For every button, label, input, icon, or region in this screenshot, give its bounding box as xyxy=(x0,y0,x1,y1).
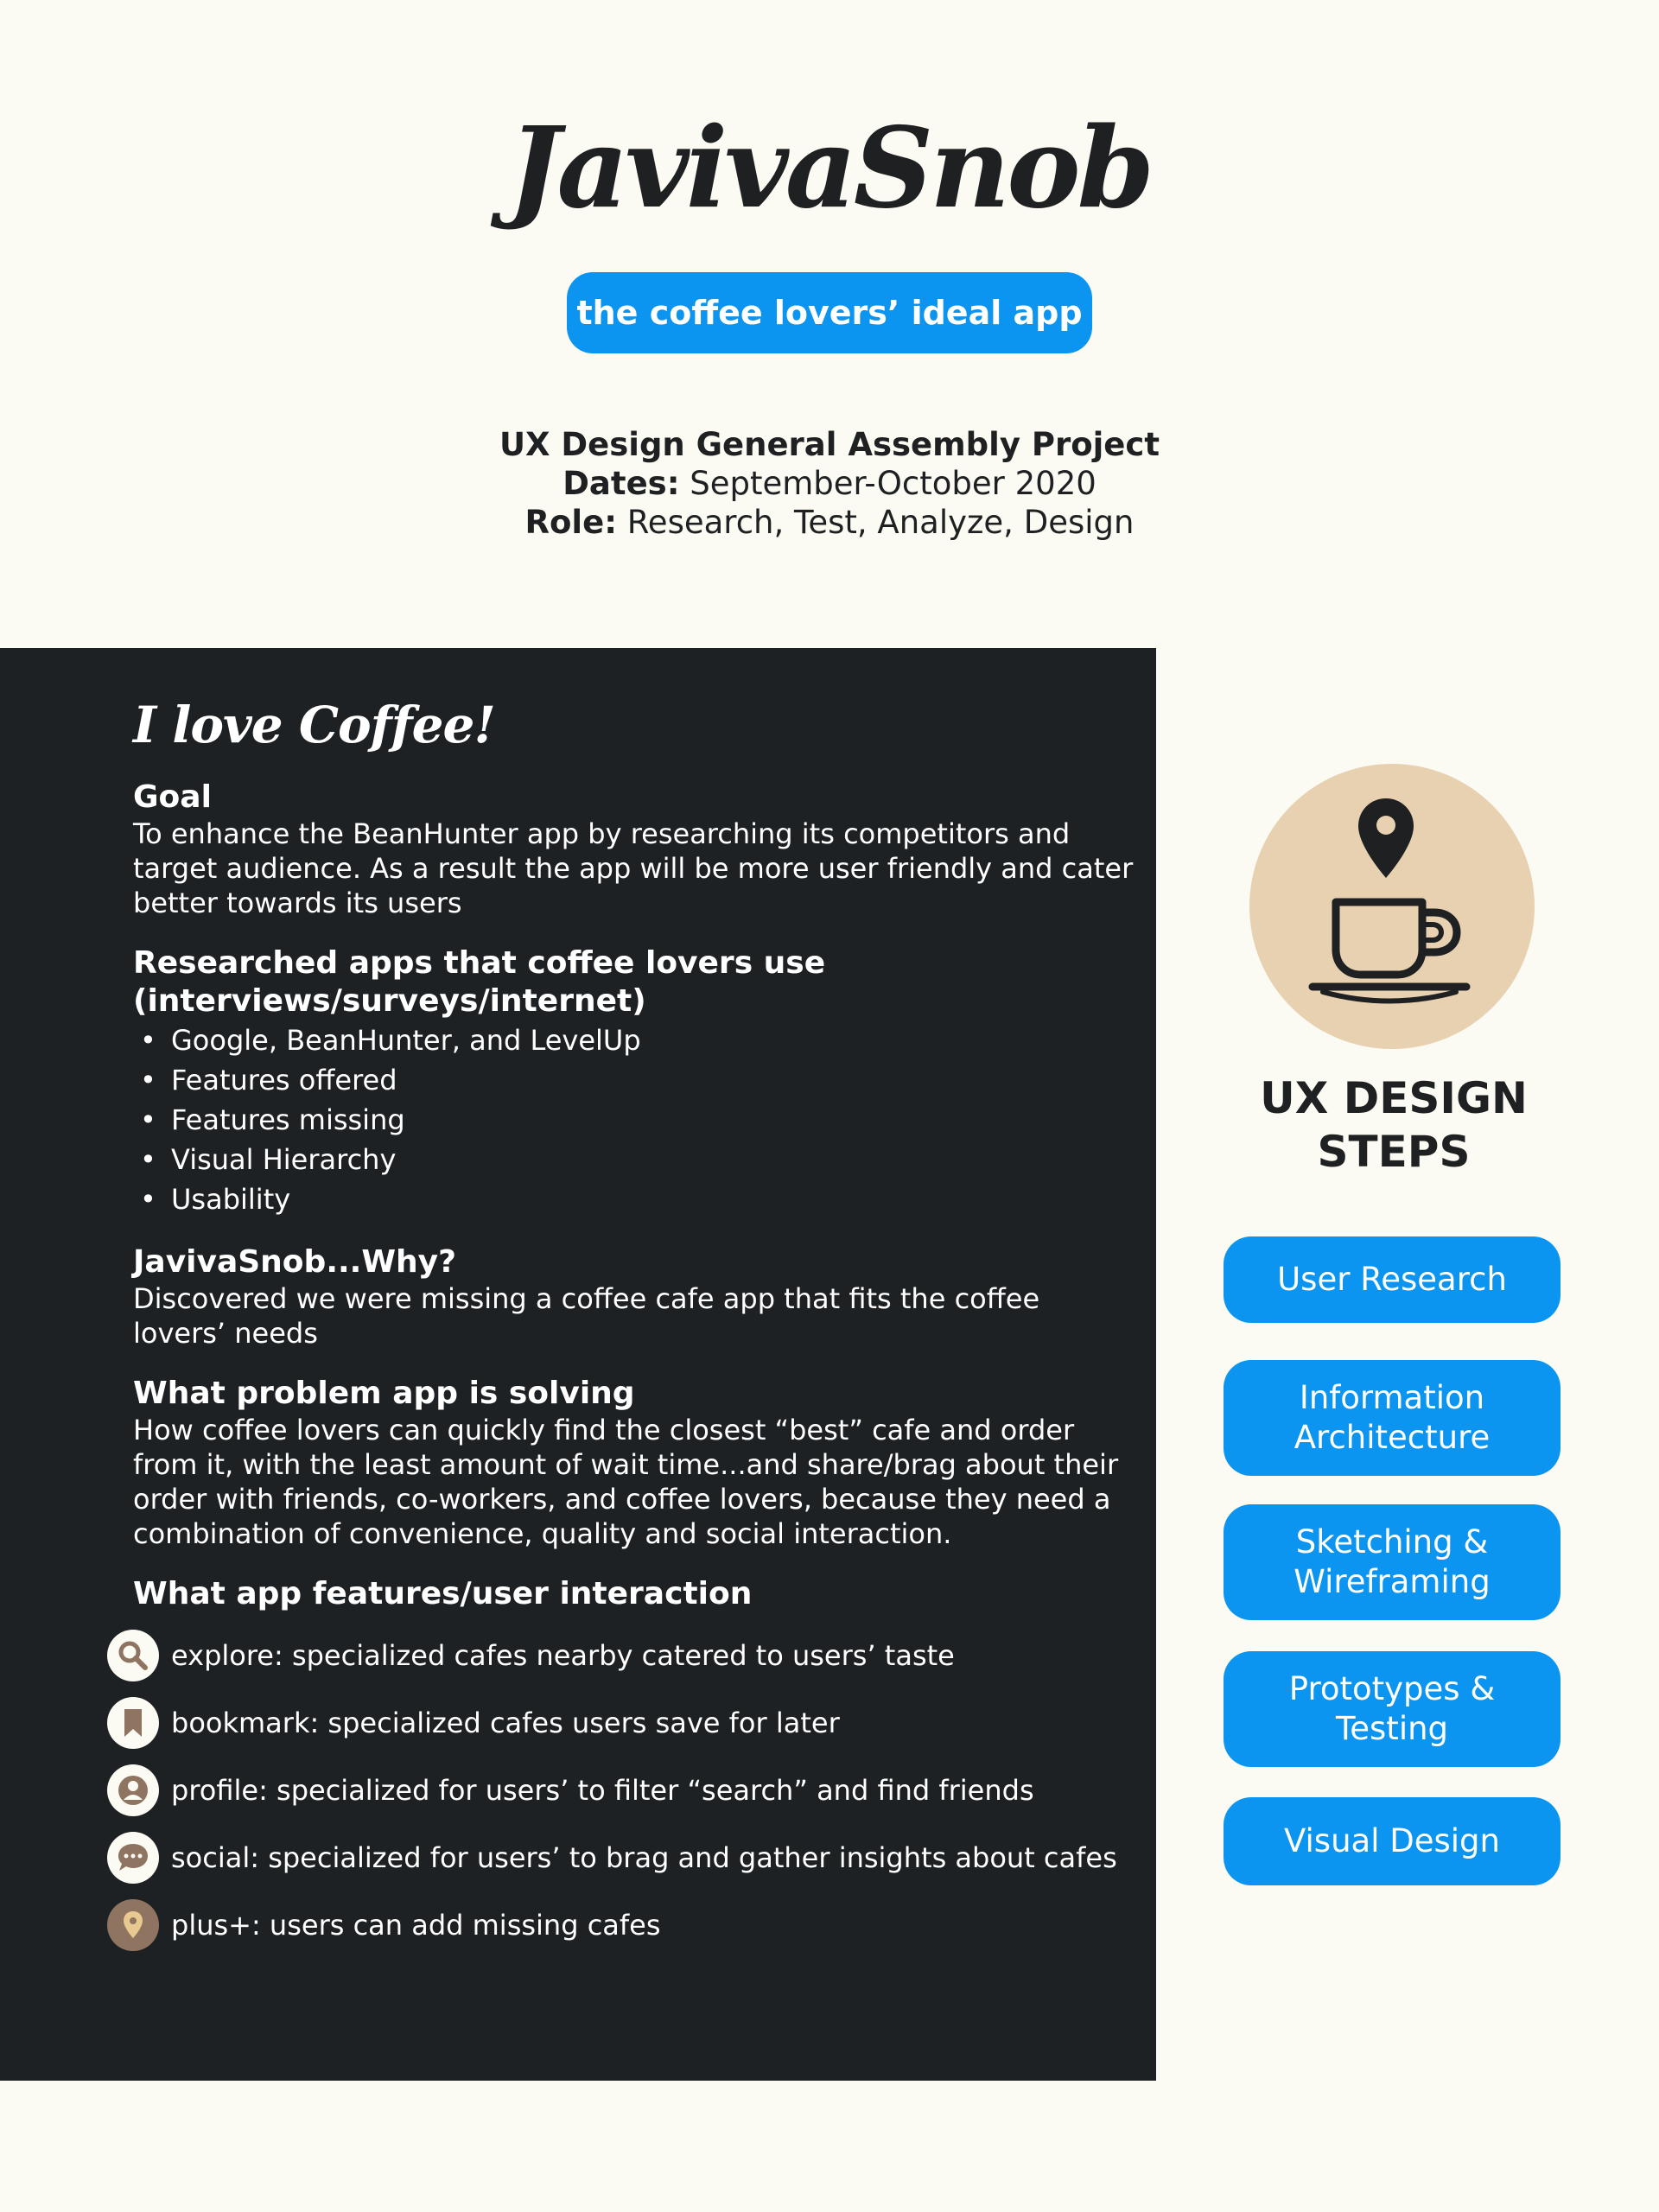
feature-item-social xyxy=(107,1824,1135,1891)
step-label: Testing xyxy=(1335,1710,1449,1747)
ux-steps-title xyxy=(1210,1071,1578,1179)
list-item-text: Features missing xyxy=(171,1103,405,1136)
list-item: • Google, BeanHunter, and LevelUp xyxy=(140,1024,641,1057)
features-title: What app features/user interaction xyxy=(133,1576,753,1611)
list-item-text: Visual Hierarchy xyxy=(171,1143,397,1176)
step-visual-design[interactable] xyxy=(1224,1797,1560,1885)
research-section xyxy=(133,944,1135,1219)
feature-text: profile: specialized for users’ to filter “search” and find friends xyxy=(171,1774,1034,1807)
goal-text: To enhance the BeanHunter app by researching its competitors and target audience. As a result the app will be more user friendly and cater better towards its users xyxy=(133,817,1134,919)
step-label: Visual Design xyxy=(1284,1822,1500,1859)
feature-item-profile xyxy=(107,1757,1135,1824)
feature-text: bookmark: specialized cafes users save for later xyxy=(171,1707,840,1739)
feature-item-explore xyxy=(107,1622,1135,1689)
features-list xyxy=(133,1622,1135,1959)
step-label: User Research xyxy=(1277,1261,1507,1298)
step-label: Prototypes & xyxy=(1288,1670,1496,1707)
chat-icon xyxy=(107,1832,159,1884)
problem-section xyxy=(133,1375,1135,1551)
project-details-panel xyxy=(0,648,1156,2081)
feature-item-plus xyxy=(107,1891,1135,1959)
role-value: Research, Test, Analyze, Design xyxy=(626,504,1135,541)
role-label: Role: xyxy=(524,504,617,541)
dates-label: Dates: xyxy=(563,465,680,502)
feature-item-bookmark xyxy=(107,1689,1135,1757)
tagline-badge: the coffee lovers’ ideal app xyxy=(567,272,1092,353)
research-title-1: Researched apps that coffee lovers use xyxy=(133,945,826,981)
step-user-research[interactable] xyxy=(1224,1236,1560,1323)
list-item-text: Usability xyxy=(171,1183,291,1216)
why-title: JavivaSnob...Why? xyxy=(133,1244,457,1280)
list-item-text: Google, BeanHunter, and LevelUp xyxy=(171,1024,641,1057)
step-label: Sketching & xyxy=(1295,1523,1489,1560)
goal-section xyxy=(133,779,1135,920)
goal-title: Goal xyxy=(133,779,212,815)
research-list xyxy=(133,1020,1135,1219)
step-label: Information xyxy=(1299,1379,1485,1416)
features-section xyxy=(133,1575,1135,1959)
coffee-location-icon xyxy=(1249,764,1535,1049)
profile-icon xyxy=(107,1764,159,1816)
dates-line xyxy=(0,464,1659,503)
feature-text: explore: specialized cafes nearby catered to users’ taste xyxy=(171,1639,955,1672)
research-title-2: (interviews/surveys/internet) xyxy=(133,983,646,1019)
location-pin-icon xyxy=(107,1899,159,1951)
step-prototypes-testing[interactable] xyxy=(1224,1651,1560,1767)
problem-text: How coffee lovers can quickly find the closest “best” cafe and order from it, with the least amount of wait time...and share/brag about their order with friends, co-workers, and coffee lovers, because they need a combination of convenience, quality and social interaction. xyxy=(133,1414,1119,1550)
ux-steps-title-2: STEPS xyxy=(1317,1127,1471,1177)
ux-steps-title-1: UX DESIGN xyxy=(1260,1073,1528,1123)
list-item-text: Features offered xyxy=(171,1064,397,1096)
dates-value: September-October 2020 xyxy=(690,465,1096,502)
app-logo: JavivaSnob xyxy=(507,104,1152,233)
project-title: UX Design General Assembly Project xyxy=(499,426,1160,463)
project-meta xyxy=(0,425,1659,542)
list-item: • Visual Hierarchy xyxy=(140,1143,397,1176)
step-label: Wireframing xyxy=(1294,1563,1491,1600)
list-item: • Features offered xyxy=(140,1064,397,1096)
role-line xyxy=(0,503,1659,542)
step-information-architecture[interactable] xyxy=(1224,1360,1560,1476)
step-sketching-wireframing[interactable] xyxy=(1224,1504,1560,1620)
list-item: • Usability xyxy=(140,1183,291,1216)
bookmark-icon xyxy=(107,1697,159,1749)
feature-text: social: specialized for users’ to brag and gather insights about cafes xyxy=(171,1841,1117,1874)
problem-title: What problem app is solving xyxy=(133,1376,635,1411)
panel-heading: I love Coffee! xyxy=(133,696,495,754)
why-section xyxy=(133,1243,1135,1351)
feature-text: plus+: users can add missing cafes xyxy=(171,1909,661,1942)
why-text: Discovered we were missing a coffee cafe app that fits the coffee lovers’ needs xyxy=(133,1282,1040,1350)
list-item: • Features missing xyxy=(140,1103,405,1136)
step-label: Architecture xyxy=(1294,1419,1491,1456)
search-icon xyxy=(107,1630,159,1681)
